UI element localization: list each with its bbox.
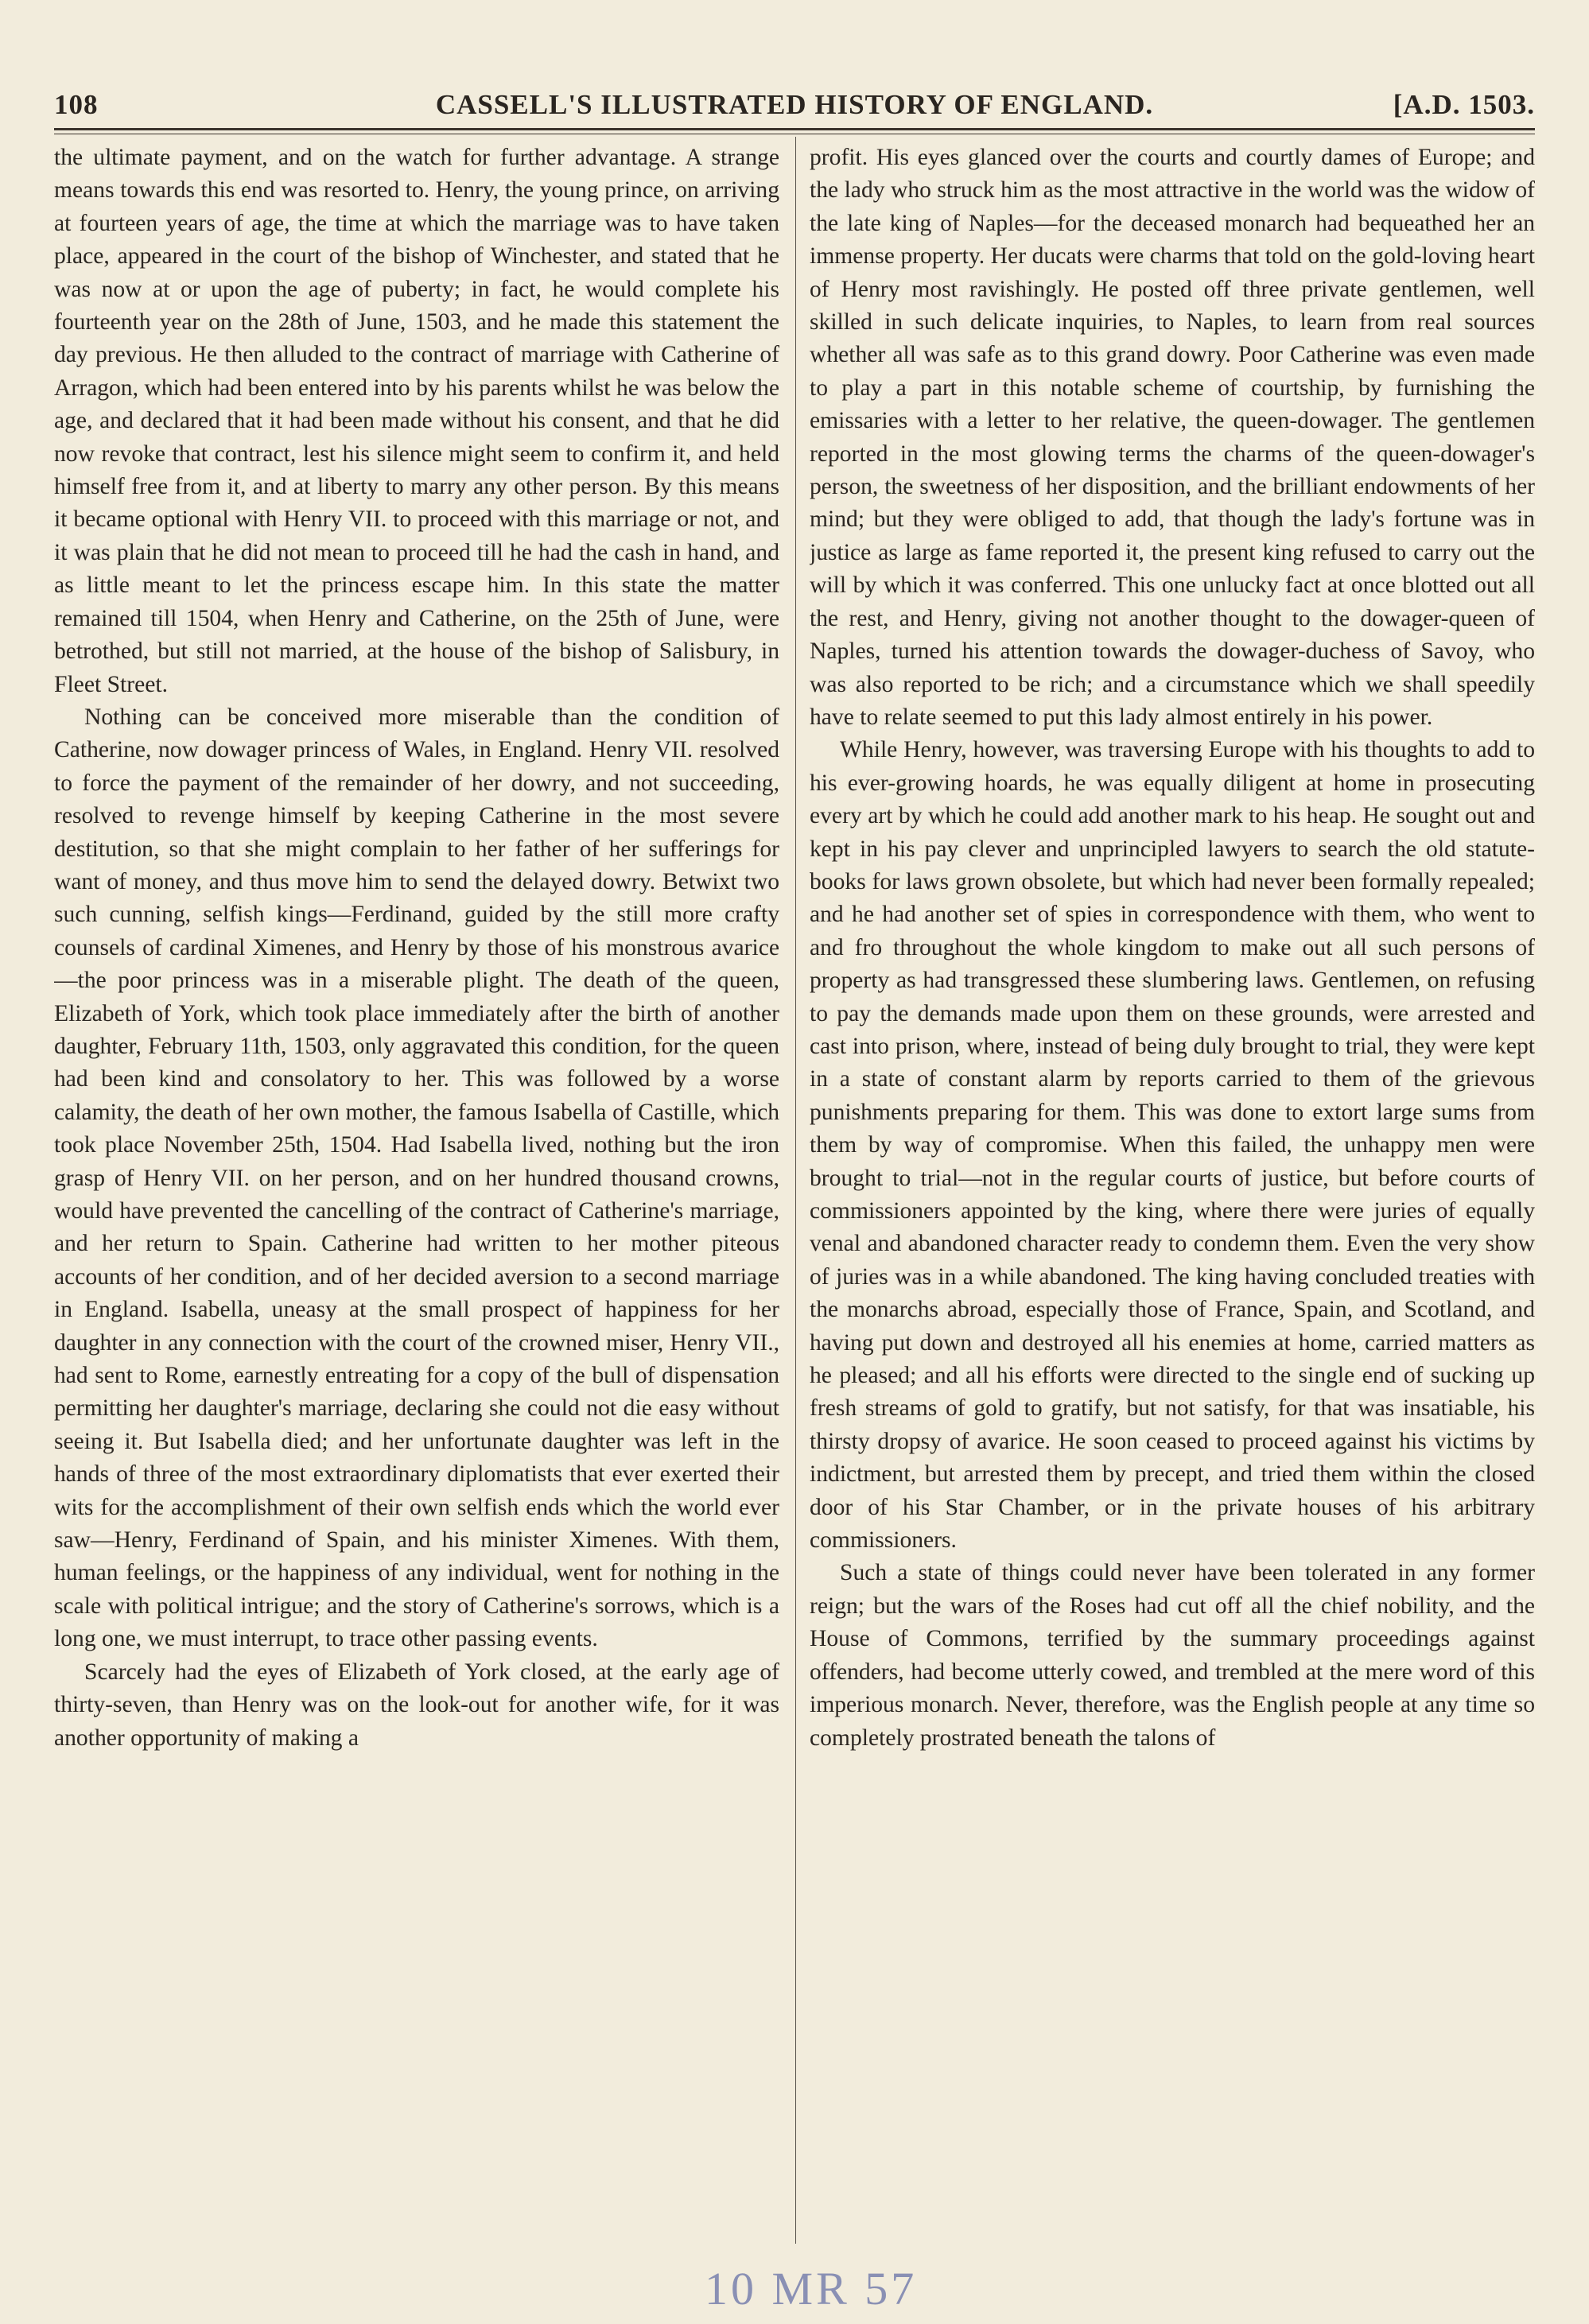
paragraph: the ultimate payment, and on the watch for further advantage. A strange means towards this end was resorted to. Henry, the young prince, on arriving at fourteen years of age, the time at which the marriage was to have taken place, appeared in the court of the bishop of Winchester, and stated that he was now at or upon the age of puberty; in fact, he would complete his fourteenth year on the 28th of June, 1503, and he made this statement the day previous. He then alluded to the contract of marriage with Catherine of Arragon, which had been entered into by his parents whilst he was below the age, and declared that it had been made without his consent, and that he did now revoke that contract, lest his silence might seem to confirm it, and held himself free from it, and at liberty to marry any other person. By this means it became optional with Henry VII. to proceed with this marriage or not, and it was plain that he did not mean to proceed till he had the cash in hand, and as little meant to let the princess escape him. In this state the matter remained till 1504, when Henry and Catherine, on the 25th of June, were betrothed, but still not married, at the house of the bishop of Salisbury, in Fleet Street. (54, 145, 779, 697)
running-title: CASSELL'S ILLUSTRATED HISTORY OF ENGLAND. (435, 89, 1154, 120)
right-column (810, 142, 1535, 2248)
paragraph: Such a state of things could never have been tolerated in any former reign; but the wars of the Roses had cut off all the chief nobility, and the House of Commons, terrified by the summary proceedings against offenders, had become utterly cowed, and trembled at the mere word of this imperious monarch. Never, therefore, was the English people at any time so completely prostrated beneath the talons of (810, 1560, 1535, 1751)
paragraph: profit. His eyes glanced over the courts and courtly dames of Europe; and the lady who struck him as the most attractive in the world was the widow of the late king of Naples—for the deceased monarch had bequeathed her an immense property. Her ducats were charms that told on the gold-loving heart of Henry most ravishingly. He posted off three private gentlemen, well skilled in such delicate inquiries, to Naples, to learn from real sources whether all was safe as to this grand dowry. Poor Catherine was even made to play a part in this notable scheme of courtship, by furnishing the emissaries with a letter to her relative, the queen-dowager. The gentlemen reported in the most glowing terms the charms of the queen-dowager's person, the sweetness of her disposition, and the brilliant endowments of her mind; but they were obliged to add, that though the lady's fortune was in justice as large as fame reported it, the present king refused to carry out the will by which it was conferred. This one unlucky fact at once blotted out all the rest, and Henry, giving not another thought to the dowager-queen of Naples, turned his attention towards the dowager-duchess of Savoy, who was also reported to be rich; and a circumstance which we shall speedily have to relate seemed to put this lady almost entirely in his power. (810, 145, 1535, 730)
paragraph: Scarcely had the eyes of Elizabeth of York closed, at the early age of thirty-seven, than Henry was on the look-out for another wife, for it was another opportunity of making a (54, 1659, 779, 1751)
header-rule-thick (54, 128, 1535, 130)
page-header (54, 80, 1535, 127)
library-date-stamp: 10 MR 57 (705, 2263, 918, 2314)
page-number: 108 (54, 89, 99, 120)
paragraph: While Henry, however, was traversing Europe with his thoughts to add to his ever-growing hoards, he was equally diligent at home in prosecuting every art by which he could add another mark to his heap. He sought out and kept in his pay clever and unprincipled lawyers to search the old statute-books for laws grown obsolete, but which had never been formally repealed; and he had another set of spies in correspondence with them, who went to and fro throughout the whole kingdom to make out all such persons of property as had transgressed these slumbering laws. Gentlemen, on refusing to pay the demands made upon them on these grounds, were arrested and cast into prison, where, instead of being duly brought to trial, they were kept in a state of constant alarm by reports carried to them of the grievous punishments preparing for them. This was done to extort large sums from them by way of compromise. When this failed, the unhappy men were brought to trial—not in the regular courts of justice, but before courts of commissioners appointed by the king, where there were juries of equally venal and abandoned character ready to condemn them. Even the very show of juries was in a while abandoned. The king having concluded treaties with the monarchs abroad, especially those of France, Spain, and Scotland, and having put down and destroyed all his enemies at home, carried matters as he pleased; and all his efforts were directed to the single end of sucking up fresh streams of gold to gratify, but not satisfy, for that was insatiable, his thirsty dropsy of avarice. He soon ceased to proceed against his victims by indictment, but arrested them by precept, and tried them within the closed door of his Star Chamber, or in the private houses of his arbitrary commissioners. (810, 737, 1535, 1554)
running-date: [A.D. 1503. (1393, 89, 1535, 120)
left-column (54, 142, 779, 2248)
paragraph: Nothing can be conceived more miserable than the condition of Catherine, now dowager princess of Wales, in England. Henry VII. resolved to force the payment of the remainder of her dowry, and not succeeding, resolved to revenge himself by keeping Catherine in the most severe destitution, so that she might complain to her father of her sufferings for want of money, and thus move him to send the delayed dowry. Betwixt two such cunning, selfish kings—Ferdinand, guided by the still more crafty counsels of cardinal Ximenes, and Henry by those of his monstrous avarice—the poor princess was in a miserable plight. The death of the queen, Elizabeth of York, which took place immediately after the birth of another daughter, February 11th, 1503, only aggravated this condition, for the queen had been kind and consolatory to her. This was followed by a worse calamity, the death of her own mother, the famous Isabella of Castille, which took place November 25th, 1504. Had Isabella lived, nothing but the iron grasp of Henry VII. on her person, and on her hundred thousand crowns, would have prevented the cancelling of the contract of Catherine's marriage, and her return to Spain. Catherine had written to her mother piteous accounts of her condition, and of her decided aversion to a second marriage in England. Isabella, uneasy at the small prospect of happiness for her daughter in any connection with the court of the crowned miser, Henry VII., had sent to Rome, earnestly entreating for a copy of the bull of dispensation permitting her daughter's marriage, declaring she could not die easy without seeing it. But Isabella died; and her unfortunate daughter was left in the hands of three of the most extraordinary diplomatists that ever exerted their wits for the accomplishment of their own selfish ends which the world ever saw—Henry, Ferdinand of Spain, and his minister Ximenes. With them, human feelings, or the happiness of any individual, went for nothing in the scale with political intrigue; and the story of Catherine's sorrows, which is a long one, we must interrupt, to trace other passing events. (54, 704, 779, 1652)
column-divider (795, 137, 796, 2244)
